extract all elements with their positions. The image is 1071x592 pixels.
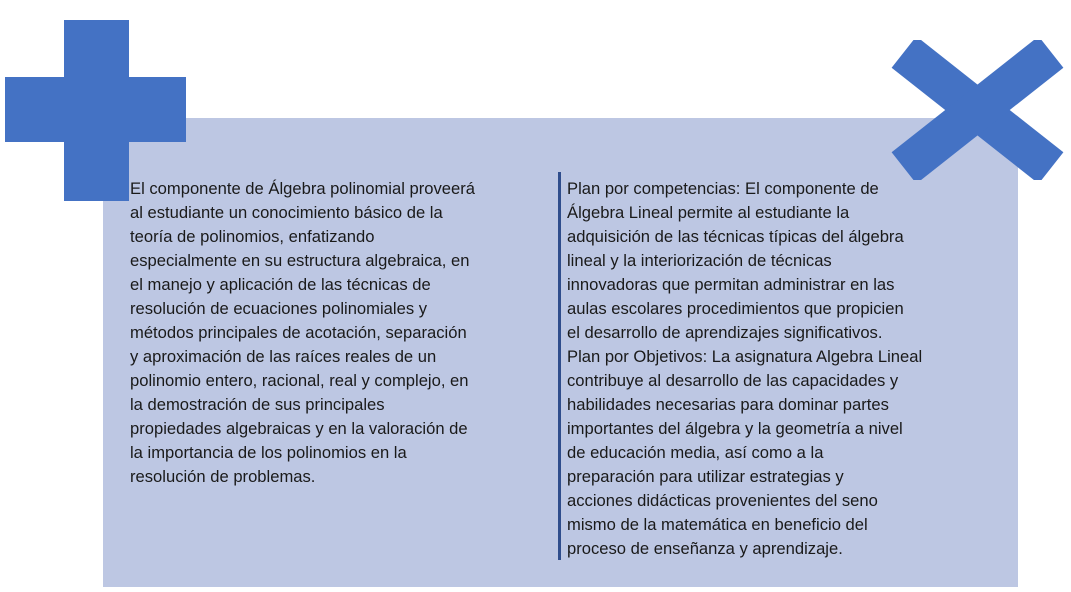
algebra-lineal-description: Plan por competencias: El componente de Álgebra Lineal permite al estudiante la adquisición de las técnicas típicas del álgebra lineal y la interiorización de técnicas innovadoras que permitan administrar en las aulas escolares procedimientos que propicien el desarrollo de aprendizajes significativos. Plan por Objetivos: La asignatura Algebra Lineal contribuye al desarrollo de las capacidades y habilidades necesarias para dominar partes importantes del álgebra y la geometría a nivel de educación media, así como a la preparación para utilizar estrategias y acciones didácticas provenientes del seno mismo de la matemática en beneficio del proceso de enseñanza y aprendizaje. bbox=[567, 179, 923, 558]
algebra-polinomial-description: El componente de Álgebra polinomial proveerá al estudiante un conocimiento básico de la teoría de polinomios, enfatizando especialmente en su estructura algebraica, en el manejo y aplicación de las técnicas de resolución de ecuaciones polinomiales y métodos principales de acotación, separación y aproximación de las raíces reales de un polinomio entero, racional, real y complejo, en la demostración de sus principales propiedades algebraicas y en la valoración de la importancia de los polinomios en la resolución de problemas. bbox=[130, 179, 475, 486]
column-divider bbox=[558, 172, 561, 560]
cross-icon bbox=[890, 40, 1065, 180]
plus-icon-horizontal-bar bbox=[5, 77, 186, 142]
